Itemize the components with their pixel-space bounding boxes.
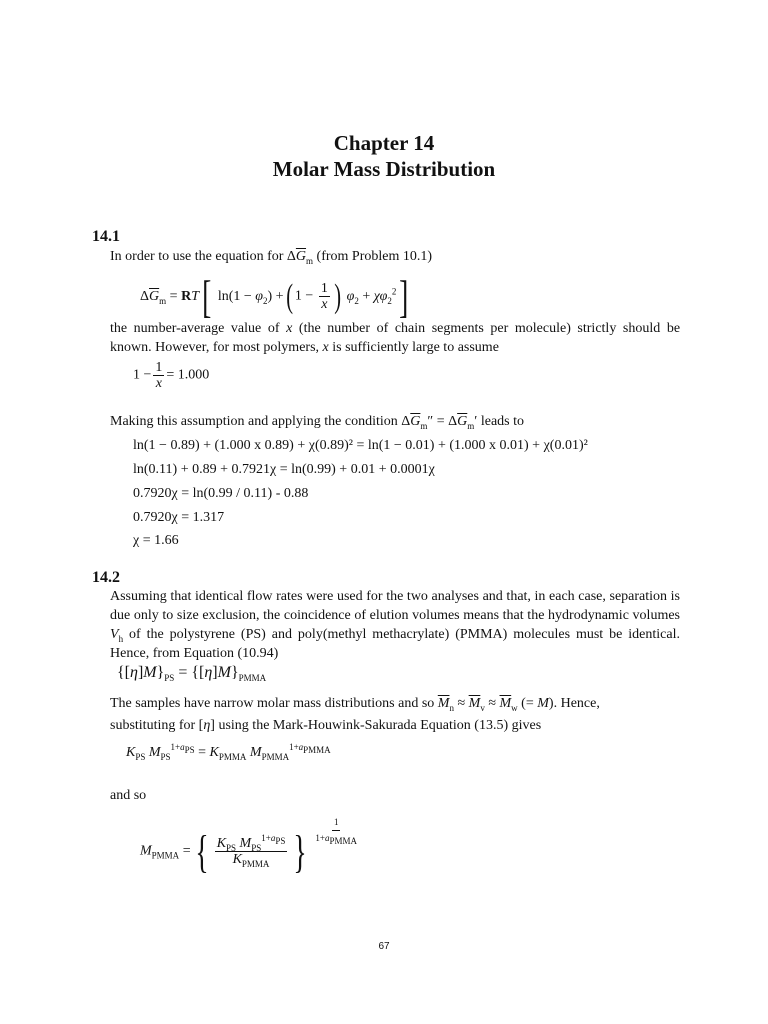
section-heading-14-2: 14.2: [92, 569, 120, 586]
equation-hydrodynamic: $\{[\eta]M\}_{PS} = \{[\eta]M\}_{PMMA}$: [117, 664, 267, 684]
chapter-number: Chapter 14: [333, 131, 435, 155]
paragraph-samples: The samples have narrow molar mass distributions and so $\overline{M}_n \approx \overline{M}_v \approx \overline{M}_w$ (= M). Hence,: [110, 696, 600, 713]
calculation-step-4: 0.7920χ = 1.317: [133, 510, 225, 525]
chapter-title: Molar Mass Distribution: [272, 157, 496, 181]
paragraph-condition: Making this assumption and applying the condition $\Delta\overline{G}_m'' = \Delta\overline{G}_m'$ leads to: [110, 414, 525, 431]
calculation-step-1: ln(1 − 0.89) + (1.000 x 0.89) + χ(0.89)² = ln(1 − 0.01) + (1.000 x 0.01) + χ(0.01)²: [133, 438, 588, 453]
and-so-text: and so: [110, 788, 147, 803]
equation-free-energy: $\Delta\overline{G}_m = RT$[ $\ln(1 - \varphi_2)$ +( 1 − $\frac{1}{x}$ ) $\varphi_2 + \chi\varphi_2^2$]: [140, 271, 409, 322]
paragraph-elution: Assuming that identical flow rates were used for the two analyses and that, in each case, separation is due only to size exclusion, the coincidence of elution volumes means that the hydrodynamic volumes $V_h$ of the polystyrene (PS) and poly(methyl methacrylate) (PMMA) molecules must be identical. Hence, from Equation (10.94): [110, 589, 680, 661]
calculation-result: χ = 1.66: [133, 533, 179, 548]
equation-mhs: $K_{PS}$ $M_{PS}^{1+a_{PS}} = K_{PMMA}$ $M_{PMMA}^{1+a_{PMMA}}$: [126, 742, 331, 762]
paragraph-intro: In order to use the equation for $\Delta\overline{G}_m$ (from Problem 10.1): [110, 249, 433, 266]
equation-m-pmma: $M_{PMMA}$ ={ $\frac{K_{PS} M_{PS}^{1+a_{PS}}}{K_{PMMA}}$ } $^{\frac{1}{1+a_{PMMA}}}$: [140, 817, 358, 877]
paragraph-substituting: substituting for [η] using the Mark-Houwink-Sakurada Equation (13.5) gives: [110, 718, 542, 733]
calculation-step-3: 0.7920χ = ln(0.99 / 0.11) - 0.88: [133, 486, 309, 501]
equation-assumption: 1 − $\frac{1}{x}$ = 1.000: [133, 360, 210, 391]
page-number: 67: [378, 941, 390, 952]
calculation-step-2: ln(0.11) + 0.89 + 0.7921χ = ln(0.99) + 0.01 + 0.0001χ: [133, 462, 435, 477]
section-heading-14-1: 14.1: [92, 228, 120, 245]
paragraph-number-average: the number-average value of x (the number of chain segments per molecule) strictly should be known. However, for most polymers, x is sufficiently large to assume: [110, 321, 681, 355]
